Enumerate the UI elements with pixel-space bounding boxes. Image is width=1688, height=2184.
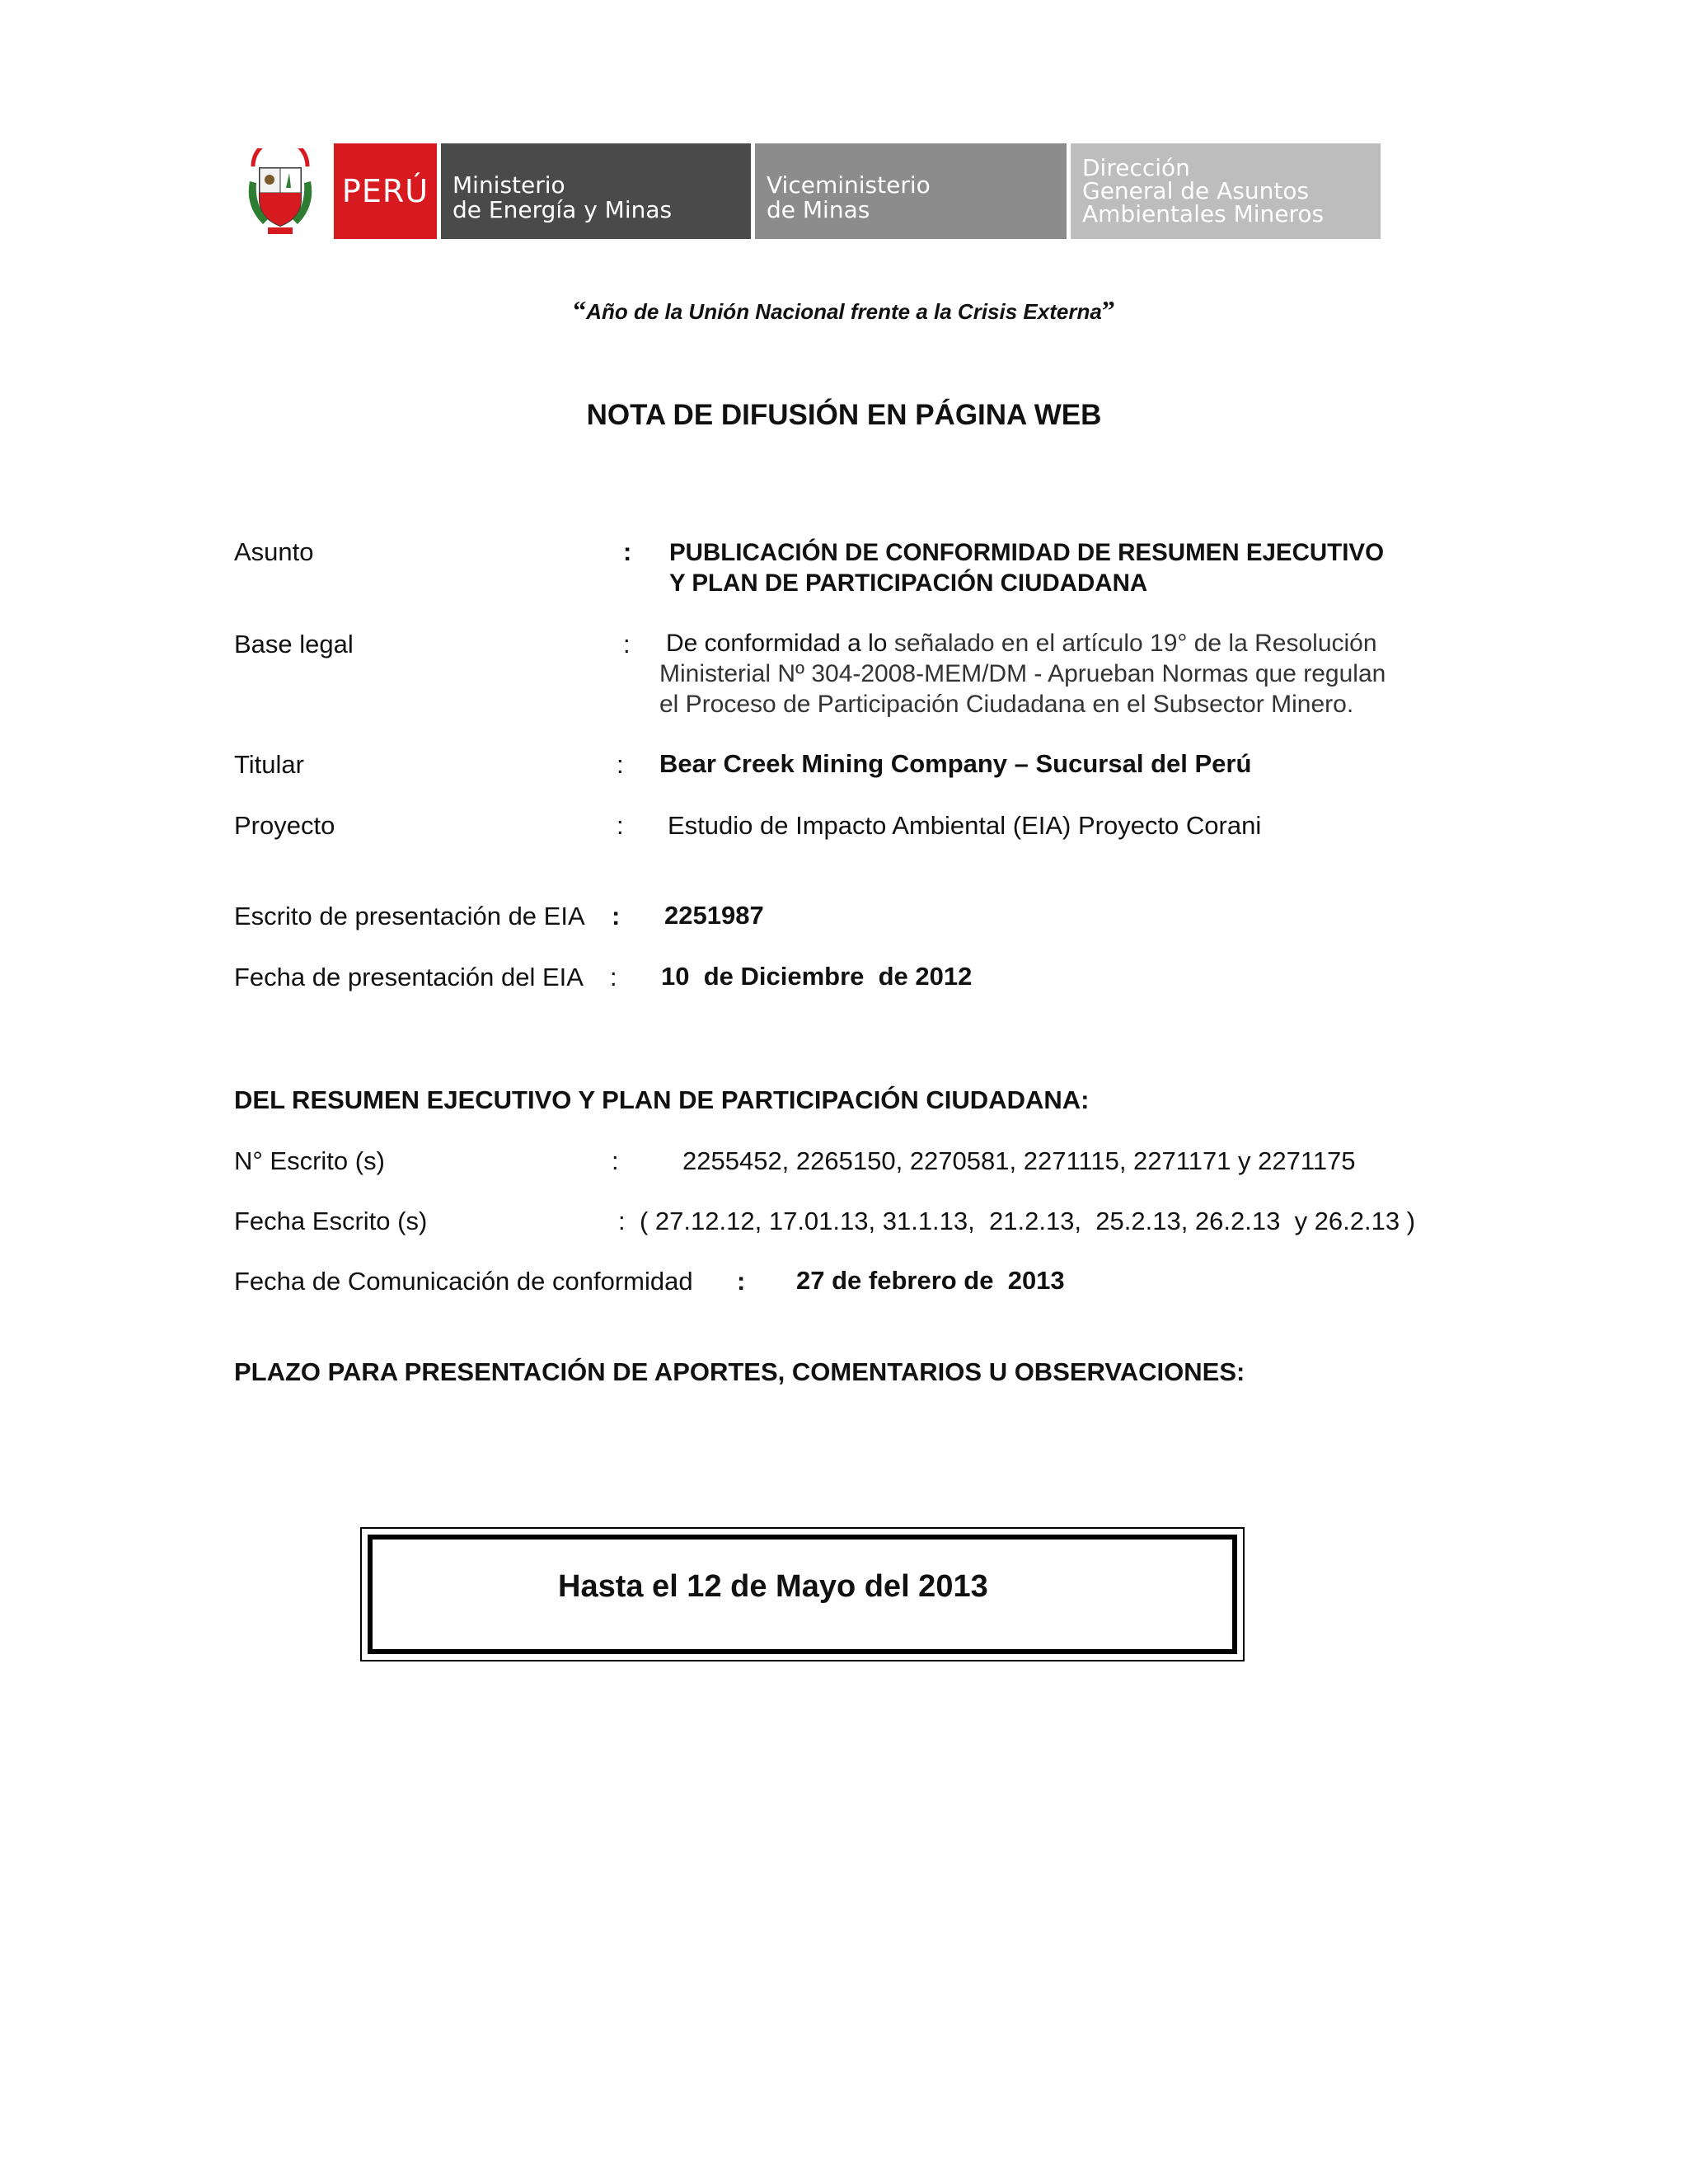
base-legal-line-1-a: De conformidad a lo	[666, 630, 888, 657]
fecha-presentacion-value: 10 de Diciembre de 2012	[661, 962, 973, 991]
deadline-text: Hasta el 12 de Mayo del 2013	[558, 1569, 988, 1604]
section-plazo-heading: PLAZO PARA PRESENTACIÓN DE APORTES, COMENTARIOS U OBSERVACIONES:	[234, 1357, 1245, 1386]
section-resumen-heading: DEL RESUMEN EJECUTIVO Y PLAN DE PARTICIPACIÓN CIUDADANA:	[234, 1085, 1090, 1114]
fecha-comunicacion-value: 27 de febrero de 2013	[796, 1266, 1065, 1295]
peru-label: PERÚ	[341, 173, 429, 209]
viceministry-band	[755, 143, 1067, 239]
peru-brand-box	[334, 143, 437, 239]
viceministry-line-2: de Minas	[767, 196, 870, 223]
fecha-escrito-label: Fecha Escrito (s)	[234, 1207, 428, 1235]
asunto-line-2: Y PLAN DE PARTICIPACIÓN CIUDADANA	[669, 569, 1148, 597]
fecha-comunicacion-colon: :	[737, 1267, 746, 1296]
titular-colon: :	[617, 750, 624, 779]
direction-line-1: Dirección	[1082, 154, 1190, 181]
base-legal-line-3: el Proceso de Participación Ciudadana en el Subsector Minero.	[659, 691, 1354, 718]
ministry-line-1: Ministerio	[452, 171, 565, 199]
fecha-presentacion-label: Fecha de presentación del EIA	[234, 963, 584, 991]
escrito-colon: :	[612, 902, 621, 930]
direction-line-2: General de Asuntos	[1082, 177, 1310, 204]
ministry-band	[441, 143, 751, 239]
fecha-presentacion-colon: :	[610, 963, 617, 991]
nro-escrito-colon: :	[612, 1146, 619, 1175]
proyecto-label: Proyecto	[234, 811, 335, 840]
fecha-comunicacion-label: Fecha de Comunicación de conformidad	[234, 1267, 693, 1296]
base-legal-line-1	[666, 630, 1377, 658]
asunto-label: Asunto	[234, 537, 314, 566]
direction-line-3: Ambientales Mineros	[1082, 200, 1325, 227]
escrito-label: Escrito de presentación de EIA	[234, 902, 585, 930]
base-legal-line-2: Ministerial Nº 304-2008-MEM/DM - Aprueban Normas que regulan	[659, 660, 1386, 687]
motto-text: Año de la Unión Nacional frente a la Crisis Externa	[586, 299, 1102, 324]
fecha-escrito-value: ( 27.12.12, 17.01.13, 31.1.13, 21.2.13, 25.2.13, 26.2.13 y 26.2.13 )	[640, 1207, 1416, 1235]
titular-label: Titular	[234, 750, 304, 779]
escrito-value: 2251987	[664, 901, 764, 930]
viceministry-line-1: Viceministerio	[767, 171, 931, 199]
asunto-colon: :	[623, 537, 632, 566]
ministry-line-2: de Energía y Minas	[452, 196, 673, 223]
titular-value: Bear Creek Mining Company – Sucursal del Perú	[659, 749, 1252, 778]
motto-open-quote: “	[573, 295, 587, 325]
nro-escrito-label: N° Escrito (s)	[234, 1146, 385, 1175]
fecha-escrito-colon: :	[618, 1207, 626, 1235]
asunto-line-1: PUBLICACIÓN DE CONFORMIDAD DE RESUMEN EJECUTIVO	[669, 539, 1385, 566]
base-legal-colon: :	[623, 630, 631, 658]
base-legal-line-1-b: señalado en el artículo 19° de la Resolución	[887, 630, 1377, 657]
peru-coat-of-arms-logo	[243, 148, 317, 237]
direction-band	[1071, 143, 1381, 239]
proyecto-colon: :	[617, 811, 624, 840]
nro-escrito-value: 2255452, 2265150, 2270581, 2271115, 2271171 y 2271175	[682, 1146, 1356, 1175]
document-title: NOTA DE DIFUSIÓN EN PÁGINA WEB	[586, 399, 1102, 431]
proyecto-value: Estudio de Impacto Ambiental (EIA) Proyecto Corani	[668, 811, 1262, 840]
motto-close-quote: ”	[1101, 295, 1115, 325]
year-motto	[0, 295, 1688, 326]
base-legal-label: Base legal	[234, 630, 354, 658]
